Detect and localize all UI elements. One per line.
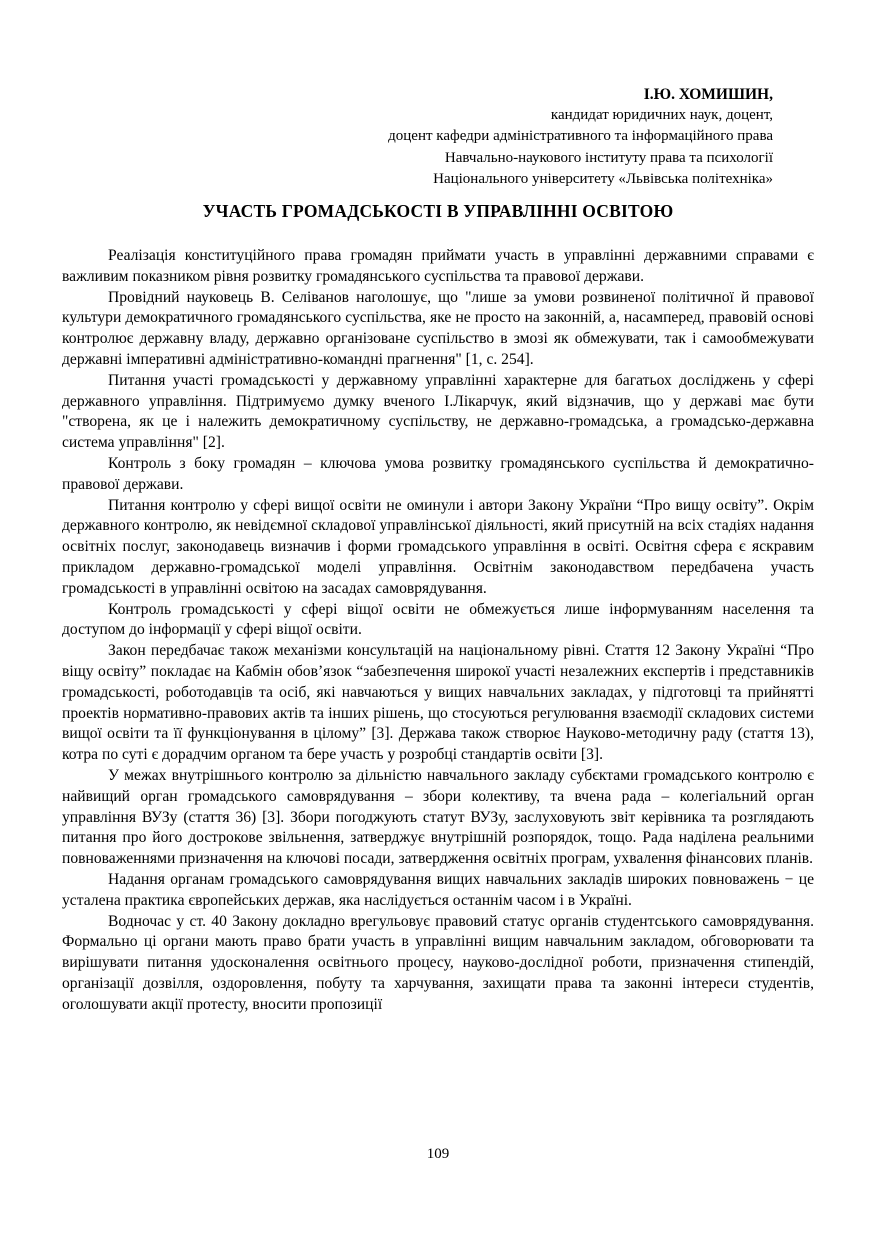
paragraph-6: Контроль громадськості у сфері віщої освіти не обмежується лише інформуванням населення та доступом до інформації у сфері віщої освіти. xyxy=(62,600,814,639)
author-block xyxy=(62,84,773,190)
page-number: 109 xyxy=(426,1146,450,1162)
article-body xyxy=(62,246,814,1015)
author-institute-line: Навчально-наукового інституту права та психології xyxy=(444,149,773,166)
paragraph-3: Питання участі громадськості у державному управлінні характерне для багатьох досліджень у сфері державного управління. Підтримуємо думку вченого І.Лікарчук, який відзначив, що у державі має бути "створена, як це і належить демократичному суспільству, не державно-громадська, а громадсько-державна система управління" [2]. xyxy=(62,371,814,452)
paragraph-5: Питання контролю у сфері вищої освіти не оминули і автори Закону України “Про вищу освіту”. Окрім державного контролю, як невідємної складової управлінської діяльності, який присутній на всіх стадіях надання освітніх послуг, законодавець визначив і форми громадського управління в освіті. Освітня сфера є яскравим прикладом державно-громадської моделі управління. Освітнім законодавством передбачена участь громадськості в управлінні освітою на засадах самоврядування. xyxy=(62,496,814,597)
paragraph-4: Контроль з боку громадян – ключова умова розвитку громадянського суспільства й демократично-правової держави. xyxy=(62,454,814,493)
paragraph-9: Надання органам громадського самоврядування вищих навчальних закладів широких повноважень − це усталена практика європейських держав, яка наслідується останнім часом і в Україні. xyxy=(62,870,814,909)
paragraph-10: Водночас у ст. 40 Закону докладно врегульовує правовий статус органів студентського самоврядування. Формально ці органи мають право брати участь в управлінні вищим навчальним закладом, обговорювати та вирішувати питання удосконалення освітнього процесу, науково-дослідної роботи, призначення стипендій, організації дозвілля, оздоровлення, побуту та харчування, захищати права та законні інтереси студентів, оголошувати акції протесту, вносити пропозиції xyxy=(62,912,814,1013)
author-university-line: Національного університету «Львівська політехніка» xyxy=(433,170,773,187)
paragraph-1: Реалізація конституційного права громадян приймати участь в управлінні державними справами є важливим показником рівня розвитку громадянського суспільства та правової держави. xyxy=(62,247,814,285)
paragraph-8: У межах внутрішнього контролю за дільністю навчального закладу субєктами громадського контролю є найвищий орган громадського самоврядування – збори колективу, та вчена рада – колегіальний орган управління ВУЗу (стаття 36) [3]. Збори погоджують статут ВУЗу, заслуховують звіт керівника та розглядають питання про його дострокове звільнення, затверджує внутрішній розпорядок, тощо. Рада наділена реальними повноваженнями призначення на ключові посади, затвердження освітніх програм, ухвалення фінансових планів. xyxy=(62,766,814,868)
paragraph-2: Провідний науковець В. Селіванов наголошує, що "лише за умови розвиненої політичної й правової культури демократичного громадянського суспільства, яке не просто на законній, а, насамперед, правовій основі контролює державну владу, державно організоване суспільство в змозі як обмежувати, так і самообмежувати державні імперативні адміністративно-командні прагнення" [1, с. 254]. xyxy=(62,288,814,368)
author-position-line: доцент кафедри адміністративного та інформаційного права xyxy=(388,128,773,145)
author-name: І.Ю. ХОМИШИН, xyxy=(643,86,773,103)
paragraph-7: Закон передбачає також механізми консультацій на національному рівні. Стаття 12 Закону Україні “Про віщу освіту” покладає на Кабмін обов’язок “забезпечення широкої участі незалежних експертів і представників громадськості, роботодавців та осіб, які навчаються у вищих навчальних закладах, у підготовці та прийнятті проектів нормативно-правових актів та інших рішень, що стосуються регулювання взаємодії складових системи вищої освіти та її функціонування в цілому” [3]. Держава також створює Науково-методичну раду (стаття 13), котра по суті є дорадчим органом та бере участь у розробці стандартів освіти [3]. xyxy=(62,642,814,764)
author-degree-line: кандидат юридичних наук, доцент, xyxy=(550,107,773,124)
article-title: УЧАСТЬ ГРОМАДСЬКОСТІ В УПРАВЛІННІ ОСВІТОЮ xyxy=(202,201,674,221)
